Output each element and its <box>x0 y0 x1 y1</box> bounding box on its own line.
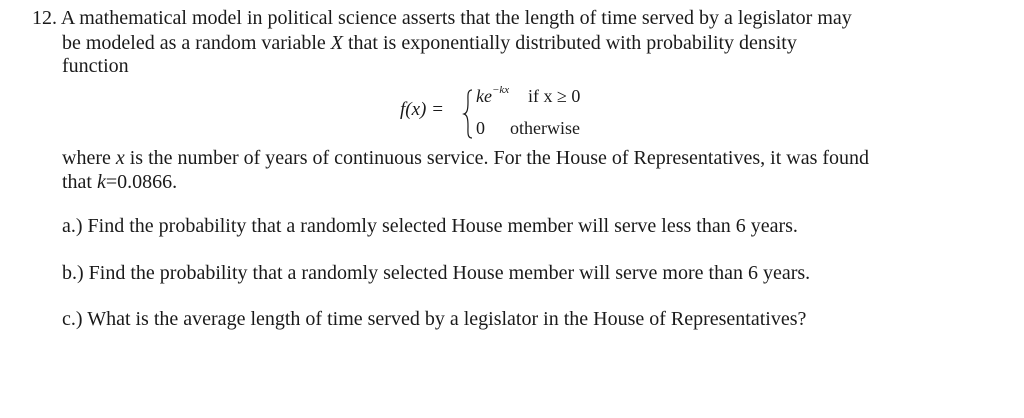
variable-k: k <box>97 171 106 193</box>
variable-x: x <box>115 147 125 169</box>
after-text-2a: that <box>62 171 97 193</box>
case1-exponent: −kx <box>491 84 510 96</box>
case1-expression <box>476 86 509 107</box>
part-c-text: What is the average length of time served by a legislator in the House of Representatives? <box>87 308 807 330</box>
problem-after-line-1 <box>62 146 869 170</box>
case2-condition: otherwise <box>510 118 580 138</box>
after-text-2b: =0.0866. <box>105 171 178 193</box>
case1-condition: if x ≥ 0 <box>528 86 581 106</box>
part-b <box>62 261 810 285</box>
part-c-label: c.) <box>62 308 83 330</box>
case1-base: ke <box>476 86 492 106</box>
left-brace-icon <box>462 88 474 140</box>
problem-after-line-2 <box>62 170 177 194</box>
intro-text-2b: that is exponentially distributed with probability density <box>343 32 797 54</box>
problem-intro-line-3 <box>62 54 129 78</box>
formula-lhs: f(x) = <box>400 99 444 120</box>
problem-intro-line-1 <box>32 6 852 30</box>
problem-number: 12. <box>32 7 57 29</box>
part-b-text: Find the probability that a randomly selected House member will serve more than 6 years. <box>88 262 811 284</box>
part-a <box>62 214 798 238</box>
variable-X: X <box>330 32 343 54</box>
problem-intro-line-2 <box>62 31 797 55</box>
pdf-formula <box>400 84 620 144</box>
after-text-1b: is the number of years of continuous service. For the House of Representatives, it was found <box>124 147 870 169</box>
part-a-label: a.) <box>62 215 83 237</box>
intro-text-1: A mathematical model in political science asserts that the length of time served by a legislator may <box>60 7 852 29</box>
intro-text-2a: be modeled as a random variable <box>62 32 331 54</box>
intro-text-3: function <box>62 55 129 77</box>
part-a-text: Find the probability that a randomly selected House member will serve less than 6 years. <box>87 215 798 237</box>
part-b-label: b.) <box>62 262 84 284</box>
case2-expression: 0 <box>476 118 485 138</box>
after-text-1a: where <box>62 147 116 169</box>
part-c <box>62 307 806 331</box>
